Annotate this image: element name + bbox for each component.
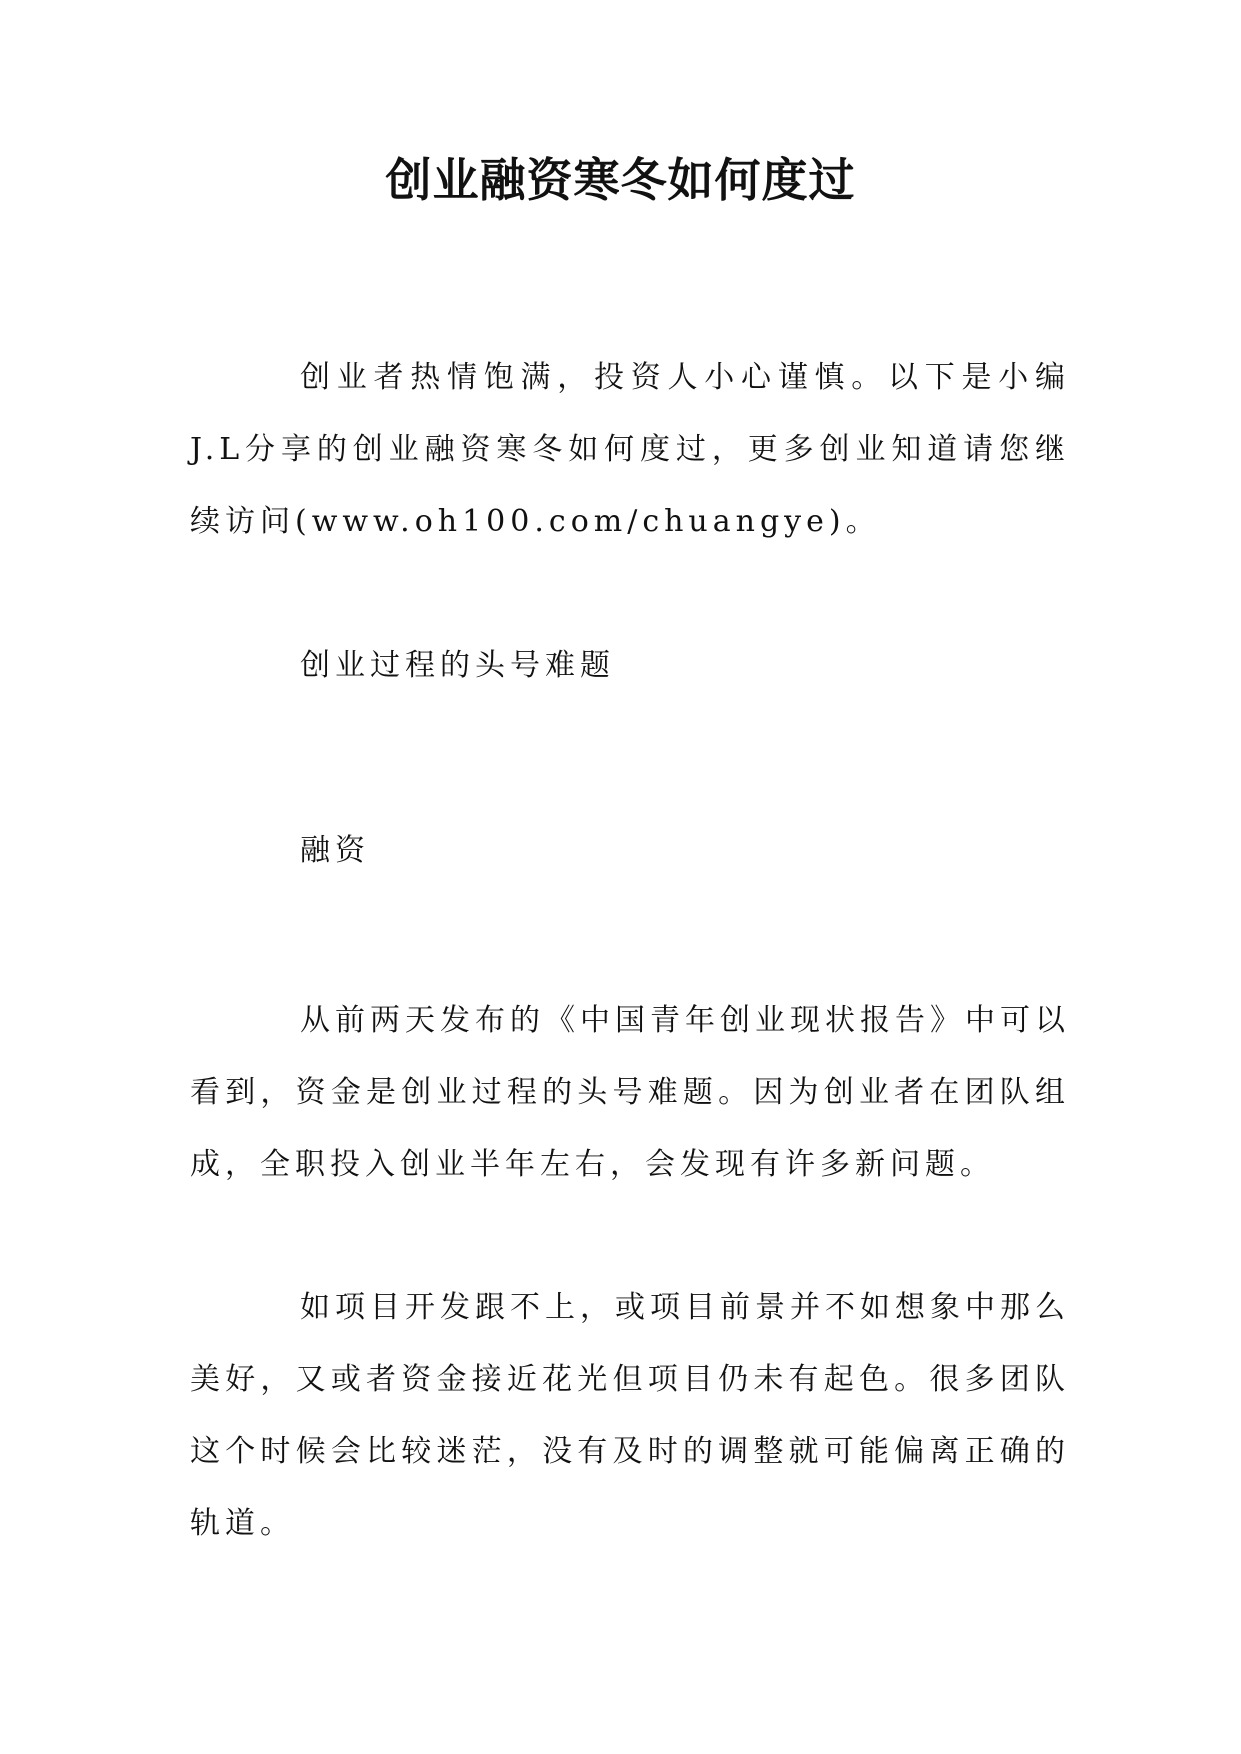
paragraph-intro: 创业者热情饱满，投资人小心谨慎。以下是小编J.L分享的创业融资寒冬如何度过，更多创业知道请您继续访问(www.oh100.com/chuangye)。 (190, 360, 1070, 539)
paragraph-heading-difficulty: 创业过程的头号难题 (300, 648, 615, 683)
paragraph-problems: 如项目开发跟不上，或项目前景并不如想象中那么美好，又或者资金接近花光但项目仍未有起色。很多团队这个时候会比较迷茫，没有及时的调整就可能偏离正确的轨道。 (190, 1290, 1070, 1541)
paragraph-report: 从前两天发布的《中国青年创业现状报告》中可以看到，资金是创业过程的头号难题。因为创业者在团队组成，全职投入创业半年左右，会发现有许多新问题。 (190, 1003, 1070, 1182)
document-title: 创业融资寒冬如何度过 (385, 153, 856, 207)
paragraph-heading-financing: 融资 (300, 833, 370, 868)
